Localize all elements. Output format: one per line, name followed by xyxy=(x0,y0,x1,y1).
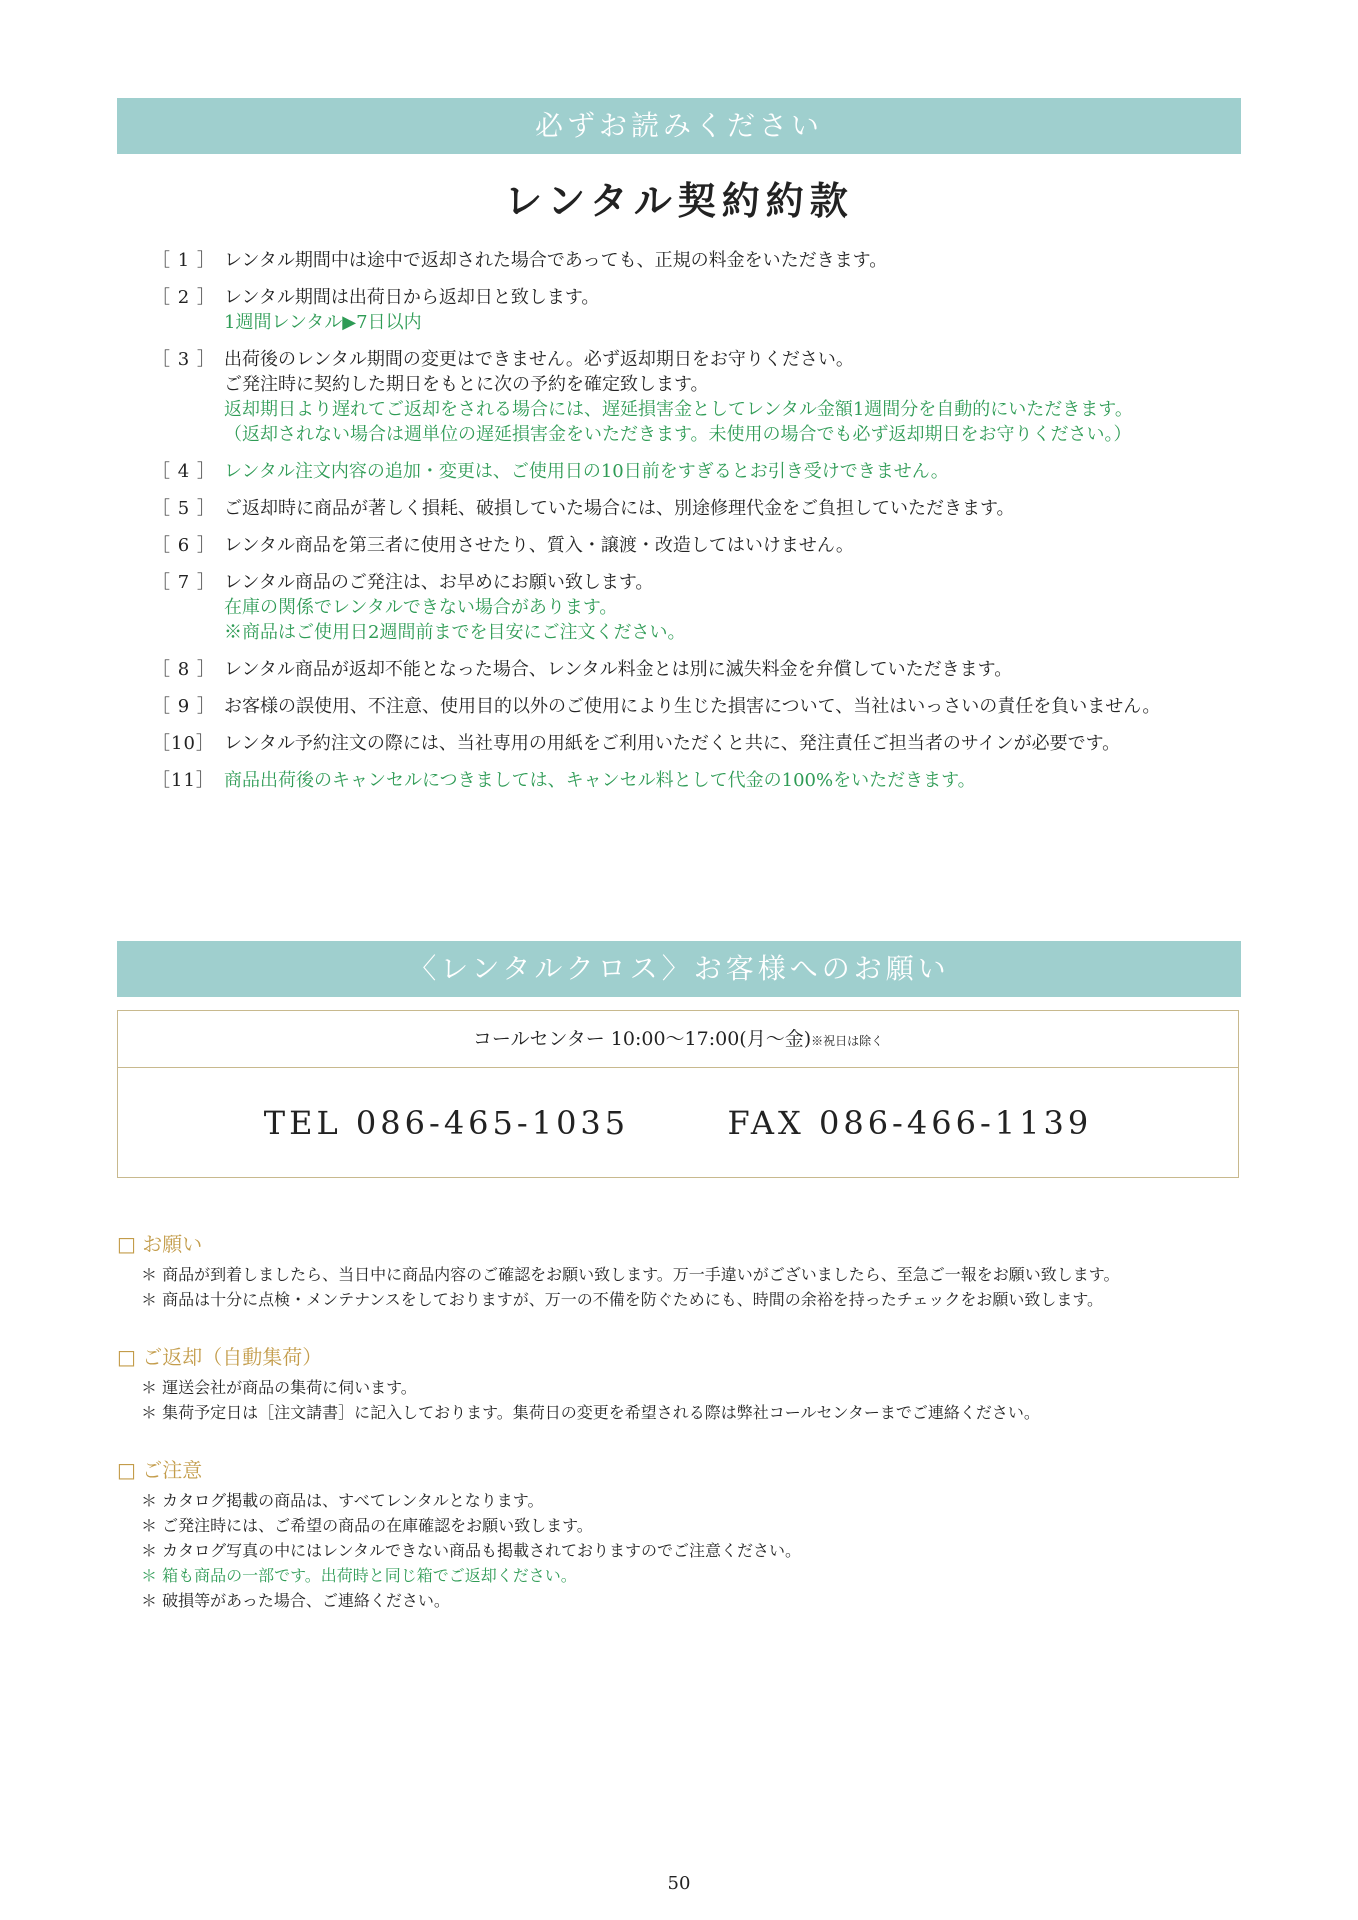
notes-return xyxy=(117,1343,1241,1425)
notes-heading: □ ご返却（自動集荷） xyxy=(117,1345,323,1369)
notes-item: ＊ 運送会社が商品の集荷に伺います。 xyxy=(141,1378,417,1397)
phone-fax-row xyxy=(118,1068,1238,1178)
term-item xyxy=(152,459,1262,484)
term-item xyxy=(152,694,1262,719)
term-text: 在庫の関係でレンタルできない場合があります。 xyxy=(224,597,618,618)
page-number: 50 xyxy=(667,1873,691,1894)
term-item xyxy=(152,570,1262,645)
term-number: ［ 4 ］ xyxy=(152,461,216,482)
term-number: ［11］ xyxy=(152,770,215,791)
term-text: 返却期日より遅れてご返却をされる場合には、遅延損害金としてレンタル金額1週間分を自動的にいただきます。 xyxy=(224,399,1133,420)
fax-number: 086-466-1139 xyxy=(818,1104,1093,1142)
notes-item: ＊ カタログ写真の中にはレンタルできない商品も掲載されておりますのでご注意ください。 xyxy=(141,1541,802,1560)
term-text: レンタル商品のご発注は、お早めにお願い致します。 xyxy=(224,572,654,593)
tel-number: 086-465-1035 xyxy=(355,1104,630,1142)
notes-request xyxy=(117,1230,1241,1312)
term-text: レンタル期間は出荷日から返却日と致します。 xyxy=(224,287,600,308)
term-text: レンタル商品を第三者に使用させたり、質入・譲渡・改造してはいけません。 xyxy=(224,535,854,556)
term-text: 1週間レンタル▶7日以内 xyxy=(224,312,422,333)
term-text: レンタル商品が返却不能となった場合、レンタル料金とは別に滅失料金を弁償していただきます。 xyxy=(224,659,1013,680)
term-text: レンタル注文内容の追加・変更は、ご使用日の10日前をすぎるとお引き受けできません。 xyxy=(224,461,949,482)
rental-cloth-banner: 〈レンタルクロス〉お客様へのお願い xyxy=(117,941,1241,997)
term-text: 出荷後のレンタル期間の変更はできません。必ず返却期日をお守りください。 xyxy=(224,349,854,370)
notes-heading: □ ご注意 xyxy=(117,1458,203,1482)
term-item xyxy=(152,347,1262,447)
contact-box xyxy=(117,1010,1239,1178)
term-text: レンタル期間中は途中で返却された場合であっても、正規の料金をいただきます。 xyxy=(224,250,888,271)
notes-item: ＊ 集荷予定日は［注文請書］に記入しております。集荷日の変更を希望される際は弊社コールセンターまでご連絡ください。 xyxy=(141,1403,1040,1422)
term-text: ※商品はご使用日2週間前までを目安にご注文ください。 xyxy=(224,622,686,643)
term-number: ［ 3 ］ xyxy=(152,349,216,370)
call-center-hours: 10:00〜17:00(月〜金) xyxy=(610,1028,812,1050)
term-item xyxy=(152,248,1262,273)
term-number: ［10］ xyxy=(152,733,215,754)
term-number: ［ 8 ］ xyxy=(152,659,216,680)
term-number: ［ 6 ］ xyxy=(152,535,216,556)
term-text: お客様の誤使用、不注意、使用目的以外のご使用により生じた損害について、当社はいっさいの責任を負いません。 xyxy=(224,696,1161,717)
term-text: ご発注時に契約した期日をもとに次の予約を確定致します。 xyxy=(224,374,709,395)
term-item xyxy=(152,768,1262,793)
page-title: レンタル契約約款 xyxy=(504,178,854,223)
term-number: ［ 5 ］ xyxy=(152,498,216,519)
terms-list xyxy=(152,248,1262,805)
term-text: （返却されない場合は週単位の遅延損害金をいただきます。未使用の場合でも必ず返却期日をお守りください。） xyxy=(224,424,1132,445)
term-number: ［ 7 ］ xyxy=(152,572,216,593)
term-text: ご返却時に商品が著しく損耗、破損していた場合には、別途修理代金をご負担していただきます。 xyxy=(224,498,1015,519)
term-number: ［ 1 ］ xyxy=(152,250,216,271)
notes-heading: □ お願い xyxy=(117,1232,203,1256)
term-item xyxy=(152,731,1262,756)
term-item xyxy=(152,533,1262,558)
term-item xyxy=(152,496,1262,521)
call-center-label: コールセンター xyxy=(472,1028,605,1050)
term-text: レンタル予約注文の際には、当社専用の用紙をご利用いただくと共に、発注責任ご担当者のサインが必要です。 xyxy=(224,733,1121,754)
notes-item: ＊ 商品が到着しましたら、当日中に商品内容のご確認をお願い致します。万一手違いがございましたら、至急ご一報をお願い致します。 xyxy=(141,1265,1120,1284)
fax-label: FAX xyxy=(727,1104,805,1142)
term-number: ［ 9 ］ xyxy=(152,696,216,717)
term-item xyxy=(152,285,1262,335)
notes-item: ＊ カタログ掲載の商品は、すべてレンタルとなります。 xyxy=(141,1491,544,1510)
term-item xyxy=(152,657,1262,682)
notes-caution xyxy=(117,1456,1241,1613)
tel-label: TEL xyxy=(263,1104,342,1142)
term-text: 商品出荷後のキャンセルにつきましては、キャンセル料として代金の100%をいただきます。 xyxy=(224,770,976,791)
term-number: ［ 2 ］ xyxy=(152,287,216,308)
notes-item: ＊ 商品は十分に点検・メンテナンスをしておりますが、万一の不備を防ぐためにも、時間の余裕を持ったチェックをお願い致します。 xyxy=(141,1290,1104,1309)
notes-item: ＊ 箱も商品の一部です。出荷時と同じ箱でご返却ください。 xyxy=(141,1566,577,1585)
call-center-row xyxy=(118,1011,1238,1068)
holiday-note: ※祝日は除く xyxy=(811,1034,884,1048)
notes-item: ＊ 破損等があった場合、ご連絡ください。 xyxy=(141,1591,450,1610)
notes-item: ＊ ご発注時には、ご希望の商品の在庫確認をお願い致します。 xyxy=(141,1516,593,1535)
read-notice-banner: 必ずお読みください xyxy=(117,98,1241,154)
